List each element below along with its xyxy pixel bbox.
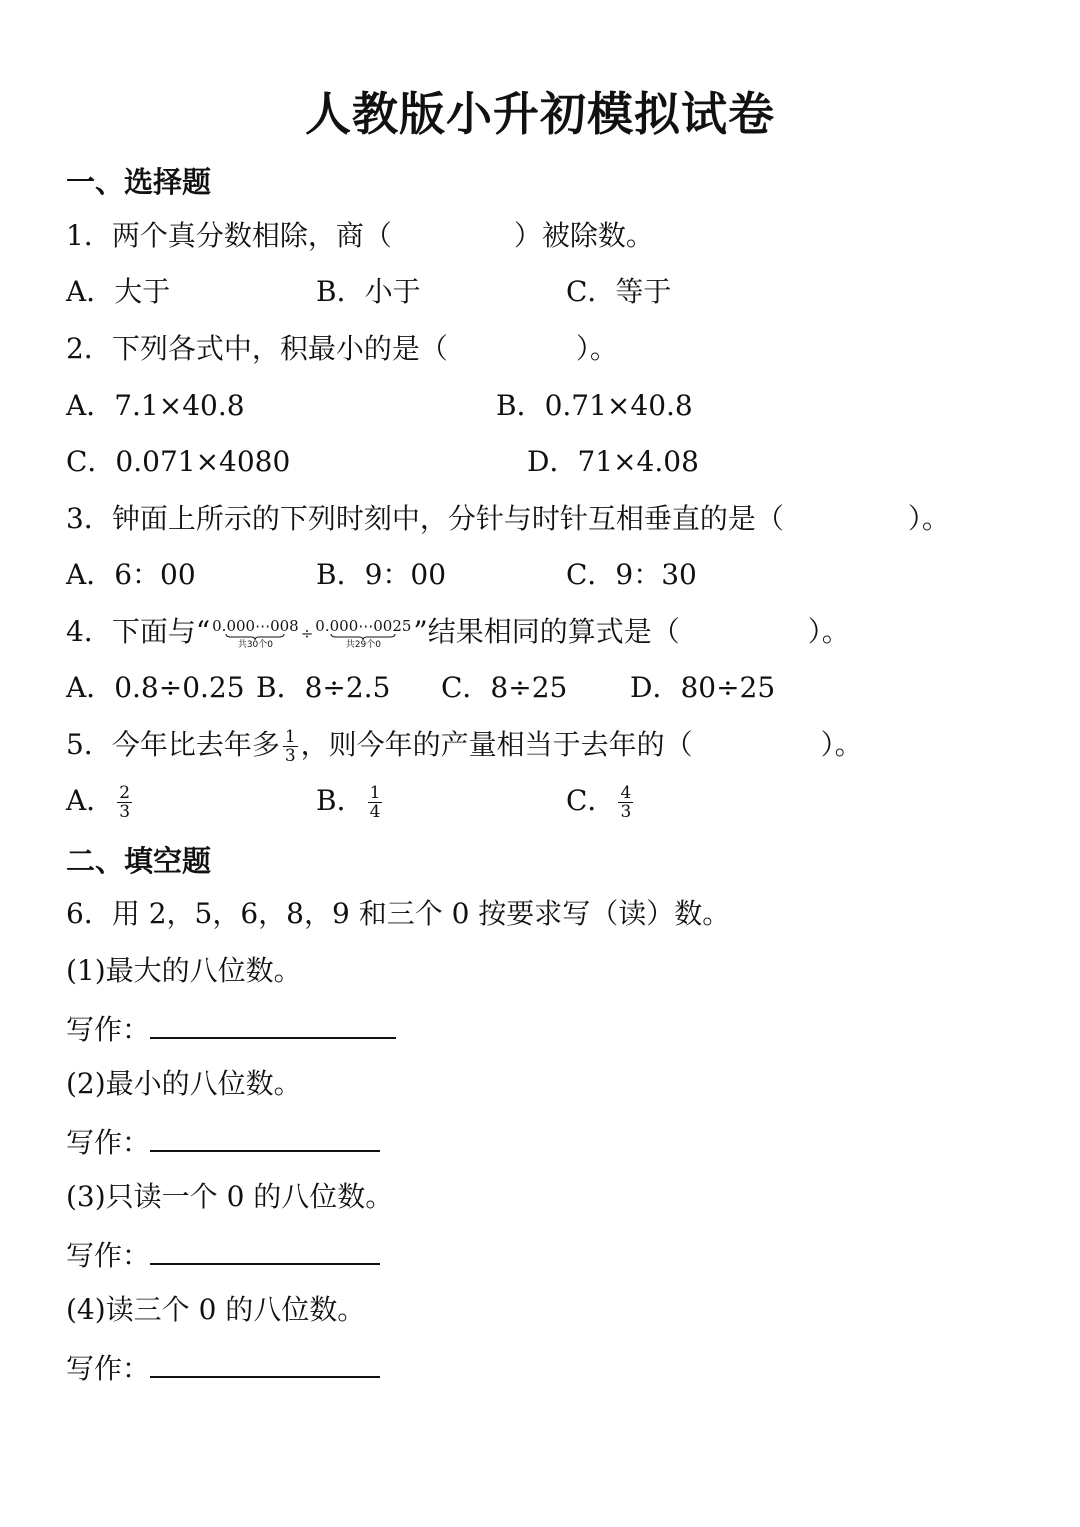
q4-dividend-value: 0.000⋯008 [212,616,299,635]
q4-option-c[interactable]: C．8÷25 [441,671,568,704]
q1-option-b[interactable]: B．小于 [316,275,421,308]
q1-option-c[interactable]: C．等于 [566,275,672,308]
q5-option-a-fraction [117,784,132,821]
q2-option-d[interactable]: D．71×4.08 [527,445,699,478]
q5-option-c[interactable] [566,781,636,821]
q5-fraction-numerator: 1 [284,727,296,747]
q4-dividend-caption: 共30个0 [237,639,274,650]
q6-part-3-prompt: (3)只读一个 0 的八位数。 [66,1180,394,1213]
q6-part-1-answer [66,1007,396,1050]
fraction-numerator: 2 [119,783,131,803]
q4-stem-middle: ”结果相同的算式是（ [413,615,680,648]
q3-stem-after: ）。 [907,502,950,535]
q3-option-a[interactable]: A．6：00 [66,558,196,591]
q4-option-a[interactable]: A．0.8÷0.25 [66,671,245,704]
q2-stem-after: ）。 [575,332,618,365]
q6-part-1-label: 写作： [66,1013,151,1046]
q2-stem-before: 2．下列各式中，积最小的是（ [66,332,448,365]
q5-option-c-fraction [618,784,633,821]
q6-part-3-label: 写作： [66,1239,151,1272]
q3-stem-before: 3．钟面上所示的下列时刻中，分针与时针互相垂直的是（ [66,502,784,535]
q6-part-3-answer-line[interactable] [150,1233,380,1265]
q5-stem-after: ）。 [820,728,863,761]
q6-part-4-answer [66,1346,380,1389]
q4-stem-after: ）。 [807,615,850,648]
fraction-denominator: 3 [119,802,131,822]
q6-part-4-answer-line[interactable] [150,1346,380,1378]
section-heading-choice: 一、选择题 [66,165,212,199]
fraction-numerator: 4 [620,783,632,803]
q5-stem-middle: ，则今年的产量相当于去年的（ [300,728,693,761]
q3-option-b[interactable]: B．9：00 [316,558,447,591]
q6-part-1-answer-line[interactable] [150,1007,396,1039]
q4-divide-sign: ÷ [300,624,314,643]
q4-dividend [212,618,299,650]
q6-part-2-answer-line[interactable] [150,1120,380,1152]
q1-option-a[interactable]: A．大于 [66,275,171,308]
question-5-stem [66,725,863,765]
q5-option-b-label: B． [316,784,365,817]
question-2-stem [66,329,618,369]
q6-part-1-prompt: (1)最大的八位数。 [66,954,302,987]
fraction-numerator: 1 [369,783,381,803]
q6-part-2-prompt: (2)最小的八位数。 [66,1067,302,1100]
q3-option-c[interactable]: C．9：30 [566,558,697,591]
q1-stem-before: 1．两个真分数相除，商（ [66,219,392,252]
fraction-denominator: 3 [620,802,632,822]
q5-option-b-fraction [368,784,383,821]
q4-option-b[interactable]: B．8÷2.5 [256,671,391,704]
section-heading-fill: 二、填空题 [66,844,212,878]
q5-option-a[interactable] [66,781,135,821]
q5-option-b[interactable] [316,781,385,821]
q4-option-d[interactable]: D．80÷25 [630,671,776,704]
question-6-stem: 6．用 2，5，6，8，9 和三个 0 按要求写（读）数。 [66,897,731,930]
q5-option-a-label: A． [66,784,115,817]
q2-option-a[interactable]: A．7.1×40.8 [66,389,245,422]
fraction-denominator: 4 [369,802,381,822]
question-4-stem [66,612,850,654]
page-title: 人教版小升初模拟试卷 [305,87,775,141]
q4-divisor-value: 0.000⋯0025 [315,616,412,635]
q2-option-c[interactable]: C．0.071×4080 [66,445,291,478]
q2-option-b[interactable]: B．0.71×40.8 [496,389,693,422]
q6-part-2-label: 写作： [66,1126,151,1159]
q6-part-2-answer [66,1120,380,1163]
q1-stem-after: ）被除数。 [513,219,654,252]
q4-divisor [315,618,411,650]
q5-fraction [283,728,298,765]
q6-part-4-prompt: (4)读三个 0 的八位数。 [66,1293,366,1326]
question-1-stem [66,216,654,256]
q4-stem-before: 4．下面与“ [66,615,211,648]
q5-stem-before: 5．今年比去年多 [66,728,280,761]
question-3-stem [66,499,950,539]
q4-divisor-caption: 共29个0 [345,639,381,650]
q6-part-4-label: 写作： [66,1352,151,1385]
q5-fraction-denominator: 3 [284,746,296,766]
q5-option-c-label: C． [566,784,616,817]
q6-part-3-answer [66,1233,380,1276]
